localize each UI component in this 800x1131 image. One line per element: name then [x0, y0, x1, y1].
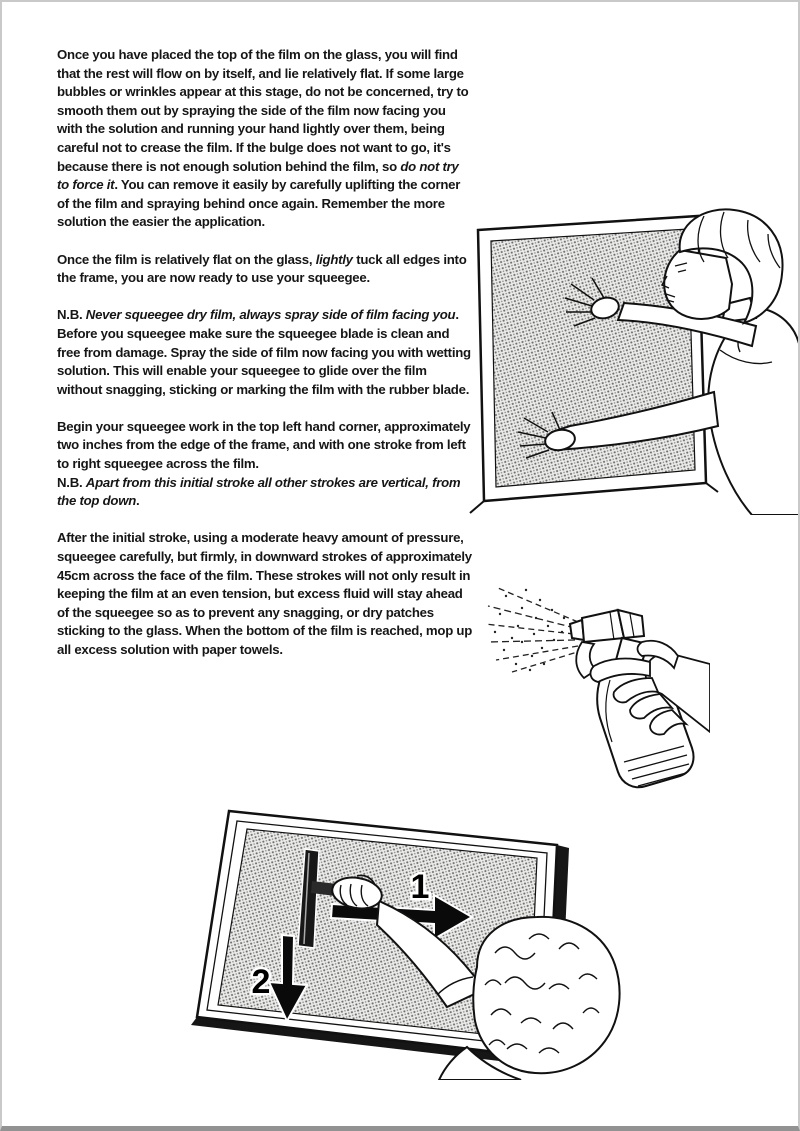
- paragraph-begin-squeegee: [57, 418, 473, 474]
- text-segment: lightly: [315, 251, 353, 267]
- text-segment: tuck all edges into the frame, you are now ready to use your squeegee.: [57, 251, 467, 286]
- text-segment: . You can remove it easily by carefully uplifting the corner of the film and spraying behind once again. Remember the more solution the easier the application.: [57, 177, 461, 230]
- spray-bottle-illustration: [482, 580, 710, 794]
- stroke-1-label: 1: [410, 868, 430, 906]
- paragraph-after-initial-stroke: [57, 529, 473, 659]
- paragraph-nb-never-squeegee-dry: [57, 306, 473, 399]
- smoothing-film-illustration: [468, 200, 800, 515]
- halftone-glass: [491, 229, 695, 487]
- text-segment: N.B.: [57, 474, 86, 490]
- paragraph-nb-vertical-strokes: [57, 474, 473, 511]
- stroke-2-label: 2: [251, 963, 271, 1001]
- paragraph-tuck-edges: [57, 251, 473, 288]
- text-segment: Once the film is relatively flat on the glass,: [57, 251, 316, 267]
- text-segment: Never squeegee dry film, always spray side of film facing you: [85, 307, 456, 323]
- text-segment: Apart from this initial stroke all other strokes are vertical, from the top down: [57, 474, 461, 509]
- text-segment: N.B.: [57, 307, 86, 323]
- squeegee-strokes-illustration: [185, 795, 650, 1080]
- text-segment: Once you have placed the top of the film on the glass, you will find that the rest will flow on by itself, and lie relatively flat. If some large bubbles or wrinkles appear at this stage, do not be concerned, try to smooth them out by spraying the side of the film now facing you with the solution and running your hand lightly over them, being careful not to crease the film. If the bulge does not want to go, it's because there is not enough solution behind the film, so: [57, 47, 469, 174]
- spray-mist: [485, 588, 584, 672]
- paragraph-application: [57, 46, 473, 232]
- text-segment: do not try to force it: [57, 158, 459, 193]
- body-text-column: [57, 46, 473, 678]
- text-segment: Begin your squeegee work in the top left hand corner, approximately two inches from the edge of the frame, and with one stroke from left to right squeegee across the film.: [57, 418, 471, 472]
- text-segment: . Before you squeegee make sure the squeegee blade is clean and free from damage. Spray the side of film now facing you with wetting solution. This will enable your squeegee to glide over the film without snagging, sticking or marking the film with the rubber blade.: [57, 307, 471, 397]
- text-segment: After the initial stroke, using a moderate heavy amount of pressure, squeegee carefully, but firmly, in downward strokes of approximately 45cm across the face of the film. These strokes will not only result in keeping the film at an even tension, but excess fluid will stay ahead of the squeegee so as to prevent any snagging, or dry patches sticking to the glass. When the bottom of the film is reached, mop up all excess solution with paper towels.: [57, 530, 473, 657]
- text-segment: .: [136, 493, 140, 509]
